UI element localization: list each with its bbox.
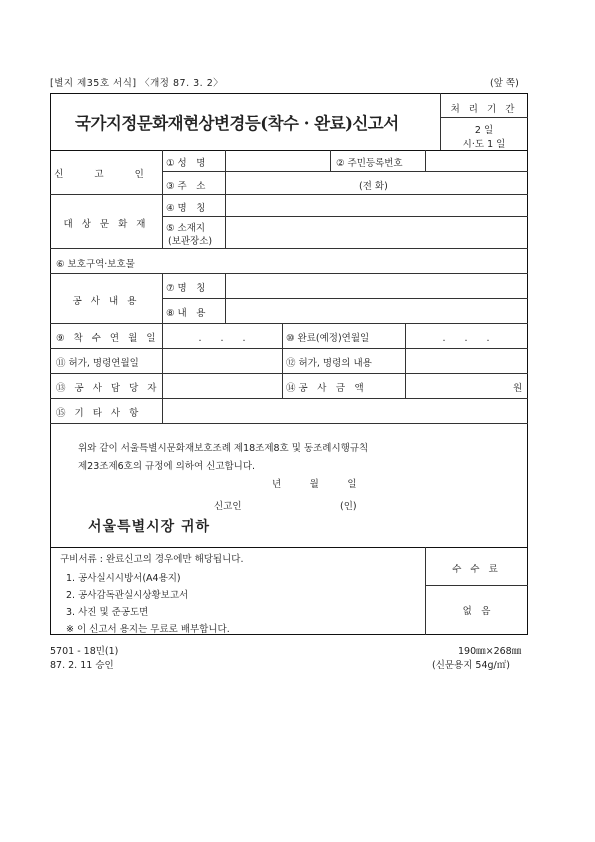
work-name-label: ⑦ 명 칭 — [166, 283, 206, 294]
permit-date-field[interactable] — [163, 350, 281, 372]
statement-date: 년 월 일 — [272, 479, 357, 490]
fee-value: 없 음 — [462, 606, 491, 617]
heritage-name-label: ④ 명 칭 — [166, 203, 206, 214]
document-item: 1. 공사실시시방서(A4용지) — [66, 573, 181, 584]
start-date-label: ⑨ 착 수 연 월 일 — [56, 333, 159, 344]
manager-label: ⑬ 공 사 담 당 자 — [56, 383, 160, 394]
resident-id-field[interactable] — [426, 152, 526, 171]
end-date-field[interactable]: . . . — [442, 333, 490, 344]
address-label: ③ 주 소 — [166, 181, 206, 192]
fee-label: 수 수 료 — [452, 564, 501, 575]
phone-label: (전 화) — [359, 181, 388, 192]
heritage-name-field[interactable] — [226, 196, 526, 215]
heritage-location-sub-label: (보관장소) — [168, 236, 213, 247]
permit-date-label: ⑪ 허가, 명령연월일 — [56, 358, 139, 369]
amount-label: ⑭ 공 사 금 액 — [286, 383, 364, 394]
heritage-location-label: ⑤ 소재지 — [166, 223, 206, 234]
approval-date: 87. 2. 11 승인 — [50, 660, 114, 671]
seal-mark: (인) — [340, 501, 357, 512]
permit-content-field[interactable] — [406, 350, 526, 372]
name-label: ① 성 명 — [166, 158, 206, 169]
amount-field[interactable] — [406, 375, 526, 397]
declarant-section-label: 신 고 인 — [54, 169, 158, 180]
protection-field[interactable] — [163, 250, 526, 272]
document-item: 2. 공사감독관실시상황보고서 — [66, 590, 189, 601]
work-section-label: 공 사 내 용 — [72, 296, 140, 307]
paper-size: 190㎜×268㎜ — [458, 646, 522, 657]
documents-heading: 구비서류 : 완료신고의 경우에만 해당됩니다. — [60, 554, 244, 565]
document-item: 3. 사진 및 준공도면 — [66, 607, 149, 618]
page-side-label: (앞 쪽) — [490, 78, 519, 89]
form-number: [별지 제35호 서식] 〈개정 87. 3. 2〉 — [50, 78, 224, 89]
resident-id-label: ② 주민등록번호 — [336, 158, 403, 169]
work-content-field[interactable] — [226, 300, 526, 322]
end-date-label: ⑩ 완료(예정)연월일 — [286, 333, 370, 344]
other-label: ⑮ 기 타 사 항 — [56, 408, 142, 419]
heritage-location-field[interactable] — [226, 218, 526, 247]
work-content-label: ⑧ 내 용 — [166, 308, 206, 319]
documents-note: ※ 이 신고서 용지는 무료로 배부합니다. — [66, 624, 230, 635]
processing-label: 처 리 기 간 — [450, 104, 518, 115]
processing-detail: 시·도 1 일 — [462, 139, 506, 150]
paper-type: (신문용지 54g/㎡) — [432, 660, 510, 671]
protection-label: ⑥ 보호구역·보호물 — [56, 259, 135, 270]
addressee: 서울특별시장 귀하 — [88, 519, 211, 535]
manager-field[interactable] — [163, 375, 281, 397]
name-field[interactable] — [226, 152, 330, 171]
heritage-section-label: 대 상 문 화 재 — [63, 219, 149, 230]
form-title: 국가지정문화재현상변경등(착수 · 완료)신고서 — [75, 114, 399, 133]
statement-line-2: 제23조제6호의 규정에 의하여 신고합니다. — [78, 461, 256, 472]
other-field[interactable] — [163, 400, 526, 422]
signer-label: 신고인 — [214, 501, 242, 512]
form-code: 5701 - 18민(1) — [50, 646, 119, 657]
amount-unit: 원 — [513, 383, 523, 394]
work-name-field[interactable] — [226, 275, 526, 297]
start-date-field[interactable]: . . . — [198, 333, 246, 344]
statement-line-1: 위와 같이 서울특별시문화재보호조례 제18조제8호 및 동조례시행규칙 — [78, 443, 369, 454]
permit-content-label: ⑫ 허가, 명령의 내용 — [286, 358, 372, 369]
processing-period: 2 일 — [474, 125, 494, 136]
